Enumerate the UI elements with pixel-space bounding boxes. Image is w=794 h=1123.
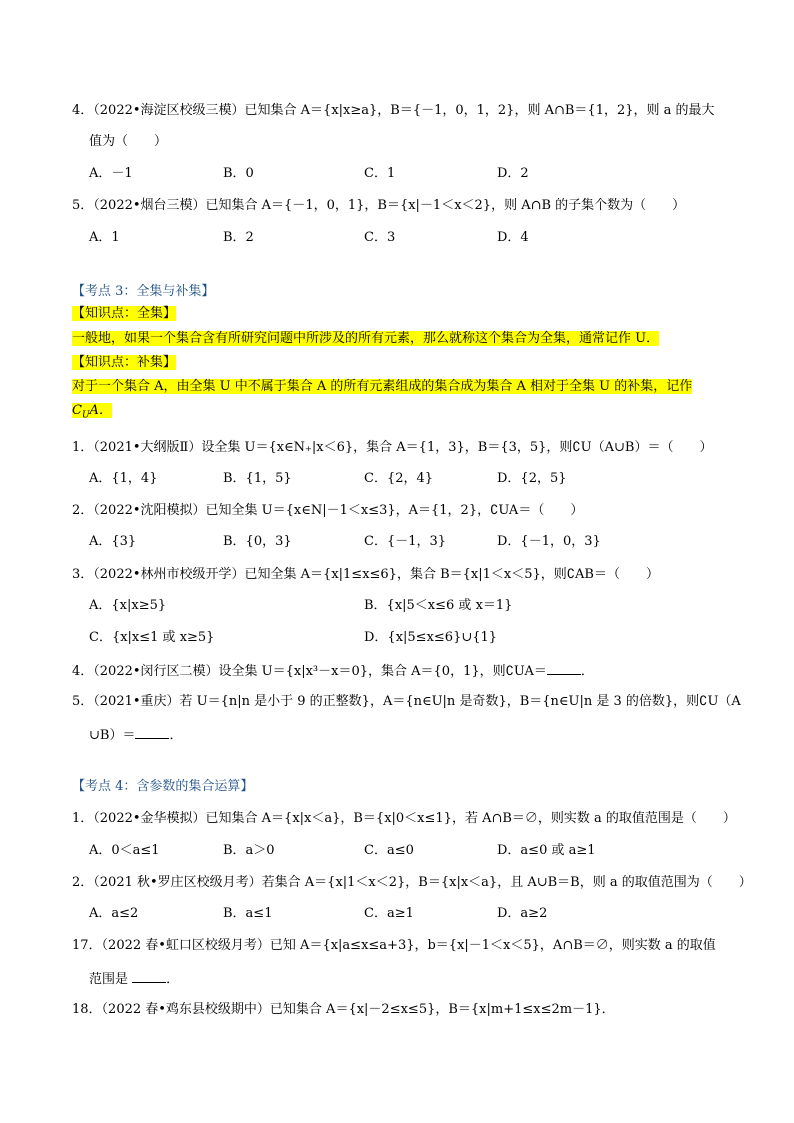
s4-question-1-line1: 1．（2022•金华模拟）已知集合 A＝{x|x＜a}，B＝{x|0＜x≤1}，若 A∩B＝∅，则实数 a 的取值范围是（ ） xyxy=(72,811,736,826)
knowledge-complement-title xyxy=(72,354,176,372)
q5-option-d: D．4 xyxy=(497,230,529,245)
q5-option-c: C．3 xyxy=(364,230,396,245)
s3-question-4-line1 xyxy=(72,661,594,681)
s4q17-end: ． xyxy=(166,972,180,987)
s4q2-option-d: D．a≥2 xyxy=(497,906,548,921)
s4q1-option-a: A．0＜a≤1 xyxy=(89,843,160,858)
complement-symbol-c: C xyxy=(72,403,82,418)
question-5-line1: 5．（2022•烟台三模）已知集合 A＝{－1，0，1}，B＝{x|－1＜x＜2}，则 A∩B 的子集个数为（ ） xyxy=(72,198,686,213)
s3q1-option-b: B．{1，5} xyxy=(223,471,292,486)
q4-option-b: B．0 xyxy=(223,166,254,181)
answer-blank[interactable] xyxy=(132,969,166,983)
s3-question-1-line1: 1．（2021•大纲版Ⅱ）设全集 U＝{x∈N₊|x＜6}，集合 A＝{1，3}，B＝{3，5}，则∁U（A∪B）＝（ ） xyxy=(72,440,713,455)
s3q4-text: 4．（2022•闵行区二模）设全集 U＝{x|x³－x＝0}，集合 A＝{0，1}，则∁UA＝ xyxy=(72,664,547,679)
knowledge-universal-title-text: 【知识点：全集】 xyxy=(72,306,177,321)
answer-blank[interactable] xyxy=(135,725,169,739)
s4-question-17-line2 xyxy=(89,969,179,989)
s3q3-option-a: A．{x|x≥5} xyxy=(89,598,167,613)
question-4-line2: 值为（ ） xyxy=(89,134,168,149)
s4q2-option-a: A．a≤2 xyxy=(89,906,139,921)
answer-blank[interactable] xyxy=(547,661,581,675)
knowledge-complement-title-text: 【知识点：补集】 xyxy=(72,355,177,370)
s4-question-17-line1: 17．（2022 春•虹口区校级月考）已知 A＝{x|a≤x≤a+3}，b＝{x|－1＜x＜5}，A∩B＝∅，则实数 a 的取值 xyxy=(72,938,716,953)
s4-question-18-line1: 18．（2022 春•鸡东县校级期中）已知集合 A＝{x|－2≤x≤5}，B＝{x|m+1≤x≤2m－1}． xyxy=(72,1002,615,1017)
q5-option-b: B．2 xyxy=(223,230,254,245)
s4q1-option-b: B．a＞0 xyxy=(223,843,275,858)
complement-symbol-a: A． xyxy=(89,403,112,418)
s3-question-5-line1: 5．（2021•重庆）若 U＝{n|n 是小于 9 的正整数}，A＝{n∈U|n 是奇数}，B＝{n∈U|n 是 3 的倍数}，则∁U（A xyxy=(72,694,741,709)
s3q2-option-d: D．{－1，0，3} xyxy=(497,534,601,549)
knowledge-universal-text xyxy=(72,330,659,348)
s3q3-option-c: C．{x|x≤1 或 x≥5} xyxy=(89,630,215,645)
s3q1-option-c: C．{2，4} xyxy=(364,471,434,486)
s4q1-option-c: C．a≤0 xyxy=(364,843,414,858)
s3q1-option-a: A．{1，4} xyxy=(89,471,158,486)
question-4-line1: 4．（2022•海淀区校级三模）已知集合 A＝{x|x≥a}，B＝{－1，0，1，2}，则 A∩B＝{1，2}，则 a 的最大 xyxy=(72,103,715,118)
complement-symbol-u: U xyxy=(81,410,90,421)
knowledge-universal-title xyxy=(72,305,176,323)
section-4-title: 【考点 4：含参数的集合运算】 xyxy=(72,779,254,794)
s3q1-option-d: D．{2，5} xyxy=(497,471,567,486)
s4q2-option-c: C．a≥1 xyxy=(364,906,414,921)
q4-option-a: A．－1 xyxy=(89,166,133,181)
section-3-title: 【考点 3：全集与补集】 xyxy=(72,284,215,299)
s3-question-2-line1: 2．（2022•沈阳模拟）已知全集 U＝{x∈N|－1＜x≤3}，A＝{1，2}，∁UA＝（ ） xyxy=(72,503,584,518)
knowledge-complement-text xyxy=(72,378,692,396)
s3q5-end: ． xyxy=(169,728,183,743)
s3q2-option-b: B．{0，3} xyxy=(223,534,292,549)
s4q1-option-d: D．a≤0 或 a≥1 xyxy=(497,843,596,858)
s3q4-end: ． xyxy=(580,664,594,679)
s4-question-2-line1: 2．（2021 秋•罗庄区校级月考）若集合 A＝{x|1＜x＜2}，B＝{x|x＜a}，且 A∪B＝B，则 a 的取值范围为（ ） xyxy=(72,875,752,890)
q4-option-c: C．1 xyxy=(364,166,396,181)
s3q2-option-a: A．{3} xyxy=(89,534,137,549)
knowledge-complement-text-content: 对于一个集合 A，由全集 U 中不属于集合 A 的所有元素组成的集合成为集合 A 相对于全集 U 的补集，记作 xyxy=(72,379,693,394)
complement-symbol xyxy=(72,402,112,425)
s4q2-option-b: B．a≤1 xyxy=(223,906,273,921)
s3q5-text2: ∪B）＝ xyxy=(89,728,136,743)
s4q17-text2: 范围是 xyxy=(89,972,129,987)
s3q3-option-d: D．{x|5≤x≤6}∪{1} xyxy=(364,630,498,645)
s3-question-3-line1: 3．（2022•林州市校级开学）已知全集 A＝{x|1≤x≤6}，集合 B＝{x|1＜x＜5}，则∁AB＝（ ） xyxy=(72,567,659,582)
knowledge-universal-text-content: 一般地，如果一个集合含有所研究问题中所涉及的所有元素，那么就称这个集合为全集，通常记作 U． xyxy=(72,331,660,346)
q5-option-a: A．1 xyxy=(89,230,120,245)
s3-question-5-line2 xyxy=(89,725,182,745)
s3q2-option-c: C．{－1，3} xyxy=(364,534,447,549)
q4-option-d: D．2 xyxy=(497,166,529,181)
s3q3-option-b: B．{x|5＜x≤6 或 x＝1} xyxy=(364,598,513,613)
